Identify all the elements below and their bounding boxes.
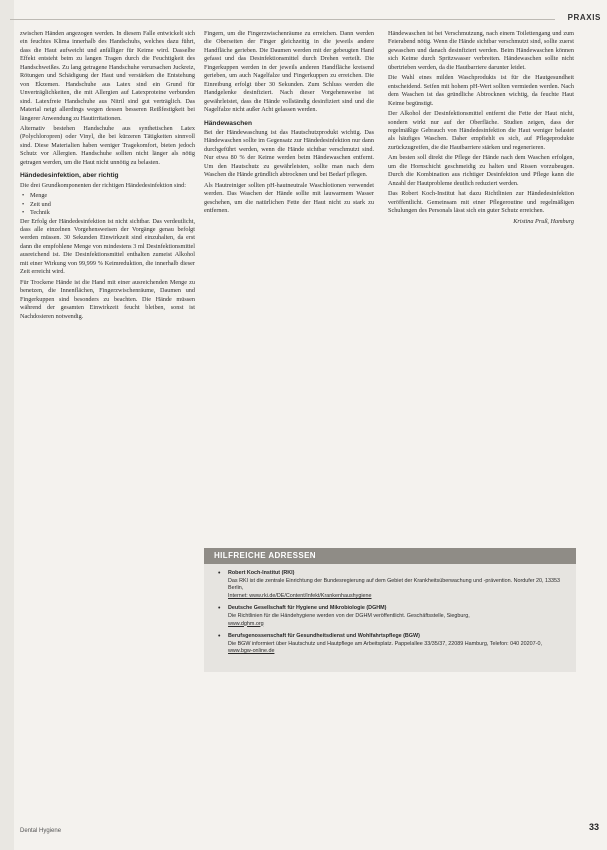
paragraph: zwischen Händen angezogen werden. In diesem Falle entwickelt sich ein feuchtes Klima innerhalb des Handschuhs, welches dazu führt, dass die Haut aufweicht und anfälliger für Keime wird. Dasselbe Effekt entsteht beim zu langen Tragen durch die Feuchtigkeit des Handschweißes. Zu lang getragene Handschuhe verursachen Juckreiz, Rötungen und Schädigung der Haut und verstärken die Entstehung von Ekzemen. Handschuhe aus Latex sind ein Grund für Unverträglichkeiten, die mit Allergien auf Latexproteine verbunden sind. Latexfreie Handschuhe aus Nitril sind gut verträglich. Das Material neigt allerdings wegen dessen besseren Reißfestigkeit bei längerer Anwendung zu Hautirritationen. <box>20 30 195 122</box>
address-text: Die Richtlinien für die Händehygiene werden von der DGHM veröffentlicht. Geschäftsstelle, Siegburg, <box>228 612 470 619</box>
author-byline: Kristina Pruß, Hamburg <box>513 217 574 225</box>
column-2 <box>204 30 374 218</box>
column-3 <box>388 30 574 226</box>
addresses-box-header <box>204 548 576 564</box>
paragraph: Der Alkohol der Desinfektionsmittel entfernt die Fette der Haut nicht, sondern wirkt nur auf der Oberfläche. Studien zeigen, dass der regelmäßige Gebrauch von Händedesinfektion die Haut weniger belastet als häufiges Waschen. Daher empfiehlt es sich, auf Pflegeprodukte zurückzugreifen, die die Hautbarriere stärken und regenerieren. <box>388 110 574 151</box>
list-item: • Menge <box>30 192 195 200</box>
list-item: • Zeit und <box>30 201 195 209</box>
page-header <box>0 14 607 24</box>
address-text: Die BGW informiert über Hautschutz und Hautpflege am Arbeitsplatz. Pappelallee 33/35/37, 22089 Hamburg, Telefon: 040 20207-0, <box>228 640 542 647</box>
address-name: Robert Koch-Institut (RKI) <box>228 570 295 576</box>
address-link[interactable]: Internet: www.rki.de/DE/Content/Infekt/Krankenhaushygiene <box>228 592 372 599</box>
paragraph: Fingern, um die Fingerzwischenräume zu erreichen. Dann werden die Oberseiten der Finger gleichzeitig in die jeweils andere Handfläche gerieben. Die Daumen werden mit der gebeugten Hand gefasst und das Desinfektionsmittel durch Drehen verteilt. Die Fingerkuppen werden in der jeweils anderen Handfläche kreisend gerieben, um auch Nagelfalze und Fingerkuppen zu erreichen. Die Einreibung erfolgt über 30 Sekunden. Zum Schluss werden die Handgelenke desinfiziert. Nach dieser Vorgehensweise ist gewährleistet, dass die Hände vollständig desinfiziert sind und die Nagelfalze nicht außer Acht gelassen werden. <box>204 30 374 114</box>
address-item <box>218 633 568 656</box>
address-name: Berufsgenossenschaft für Gesundheitsdienst und Wohlfahrtspflege (BGW) <box>228 633 420 640</box>
paragraph: Am besten soll direkt die Pflege der Hände nach dem Waschen erfolgen, um die Hornschicht geschmeidig zu halten und Rissen vorzubeugen. Durch die Kombination aus richtiger Desinfektion und Pflege kann die Anzahl der Hautprobleme deutlich reduziert werden. <box>388 154 574 187</box>
page-number: 33 <box>588 822 599 832</box>
addresses-box <box>204 548 576 672</box>
footer-publication: Dental Hygiene <box>20 828 62 834</box>
page-gutter-shadow <box>0 0 14 850</box>
paragraph: Das Robert Koch-Institut hat dazu Richtlinien zur Händedesinfektion veröffentlicht. Gemeinsam mit einer Pflegeroutine und regelmäßigen Schulungen des Personals lässt sich ein guter Schutz erreichen. <box>388 190 574 215</box>
bullet-list <box>20 192 195 217</box>
paragraph: Alternativ bestehen Handschuhe aus synthetischen Latex (Polychloropren) oder Vinyl, die bei kürzeren Tätigkeiten sinnvoll sind. Diese Materialien haben weniger Tragekomfort, bieten jedoch Schutz vor Allergien. Handschuhe sollten nicht länger als nötig getragen werden, um die Haut nicht unnötig zu belasten. <box>20 124 195 166</box>
section-heading: Händedesinfektion, aber richtig <box>20 172 119 180</box>
addresses-box-title: HILFREICHE ADRESSEN <box>214 551 316 560</box>
address-link[interactable]: www.bgw-online.de <box>228 648 275 655</box>
bullet-icon: • <box>218 633 221 641</box>
paragraph: Die drei Grundkomponenten der richtigen Händedesinfektion sind: <box>20 181 186 189</box>
paragraph: Die Wahl eines milden Waschprodukts ist für die Hautgesundheit entscheidend. Seifen mit hohem pH-Wert sollten vermieden werden. Nach dem Waschen ist das gründliche Abtrocknen wichtig, da feuchte Haut Keime begünstigt. <box>388 74 574 107</box>
address-text: Das RKI ist die zentrale Einrichtung der Bundesregierung auf dem Gebiet der Krankheitsüberwachung und -prävention. Nordufer 20, 13353 Berlin, <box>228 577 561 592</box>
section-heading: Händewaschen <box>204 119 253 127</box>
header-rule <box>10 19 555 20</box>
bullet-icon: • <box>218 605 221 613</box>
address-item <box>218 570 568 600</box>
paragraph: Bei der Händewaschung ist das Hautschutzprodukt wichtig. Das Händewaschen sollte im Gegensatz zur Händedesinfektion nur dann durchgeführt werden, wenn die Hände sichtbar verschmutzt sind. Nur etwa 80 % der Keime werden beim Händewaschen entfernt. Um den Hautschutz zu gewährleisten, sollte man nach dem Waschen die Hände gründlich abtrocknen und bei Bedarf pflegen. <box>204 128 374 179</box>
section-label: PRAXIS <box>567 13 601 22</box>
column-1 <box>20 30 195 323</box>
list-item: • Technik <box>30 209 195 217</box>
paragraph: Als Hautreiniger sollten pH-hautneutrale Waschlotionen verwendet werden. Das Waschen der Hände sollte mit lauwarmem Wasser geschehen, um die natürlichen Fette der Haut nicht zu stark zu entfernen. <box>204 181 374 215</box>
address-item <box>218 605 568 628</box>
addresses-list <box>218 570 568 661</box>
address-link[interactable]: www.dghm.org <box>228 620 264 627</box>
bullet-icon: • <box>218 570 221 577</box>
address-name: Deutsche Gesellschaft für Hygiene und Mikrobiologie (DGHM) <box>228 605 387 612</box>
paragraph: Für Trockene Hände ist die Hand mit einer ausreichenden Menge zu benetzen, die Innenflächen, Fingerzwischenräume, Daumen und Fingerkuppen sind besonders zu beachten. Die Hände müssen während der gesamten Einwirkzeit feucht bleiben, sonst ist Nachdosieren notwendig. <box>20 278 195 320</box>
paragraph: Der Erfolg der Händedesinfektion ist nicht sichtbar. Das verdeutlicht, dass alle einzelnen Vorgehensweisen der Vorgänge genau befolgt werden müssen. 30 Sekunden Einwirkzeit sind einzuhalten, da erst dann die empfohlene Menge von mindestens 3 ml Desinfektionsmittel ausreichend ist. Die Desinfektionsmittel enthalten zumeist Alkohol mit einer Wirkung von 99,999 % Keimreduktion, die innerhalb dieser Zeit erreicht wird. <box>20 217 195 276</box>
paragraph: Händewaschen ist bei Verschmutzung, nach einem Toilettengang und zum Feierabend nötig. Wenn die Hände sichtbar verschmutzt sind, sollte zuerst gewaschen und danach desinfiziert werden. Beim Händewaschen können sich Keime durch Spritzwasser verbreiten. Händewaschen sollte nicht übertrieben werden, da die Hautbarriere darunter leidet. <box>388 30 574 71</box>
